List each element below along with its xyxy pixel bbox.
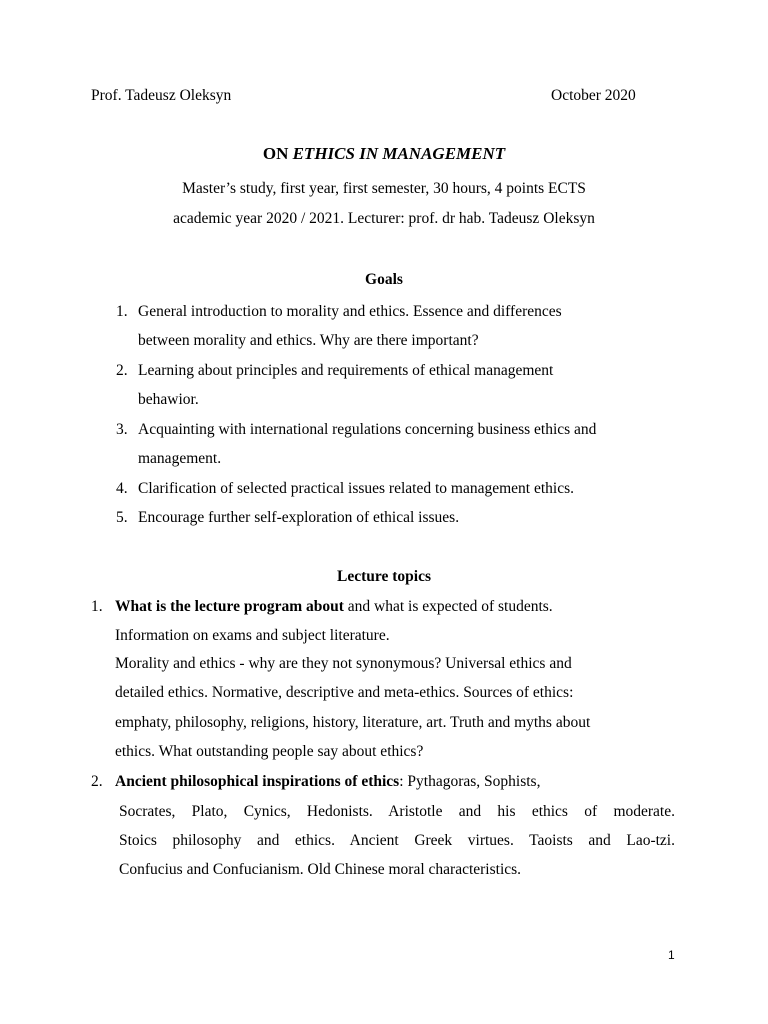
- lecture-topics-heading: Lecture topics: [337, 568, 431, 585]
- goal-text: Acquainting with international regulations concerning business ethics and: [138, 421, 597, 438]
- page-number: 1: [668, 948, 675, 962]
- goals-heading: Goals: [365, 271, 403, 288]
- lecture-text: detailed ethics. Normative, descriptive and meta-ethics. Sources of ethics:: [115, 684, 574, 701]
- author-name: Prof. Tadeusz Oleksyn: [91, 87, 232, 104]
- lecture-text: Stoics philosophy and ethics. Ancient Greek virtues. Taoists and Lao-tzi.: [119, 832, 675, 849]
- lecture-title-bold: What is the lecture program about: [115, 598, 344, 615]
- title-prefix: ON: [262, 144, 293, 163]
- goal-number: 4.: [116, 480, 128, 497]
- lecture-text: emphaty, philosophy, religions, history, literature, art. Truth and myths about: [115, 714, 591, 731]
- subtitle-line-1: Master’s study, first year, first semester, 30 hours, 4 points ECTS: [182, 180, 586, 197]
- subtitle-line-2: academic year 2020 / 2021. Lecturer: prof. dr hab. Tadeusz Oleksyn: [173, 210, 595, 227]
- lecture-text: Morality and ethics - why are they not synonymous? Universal ethics and: [115, 655, 572, 672]
- lecture-title-line: [115, 773, 540, 791]
- goal-number: 2.: [116, 362, 128, 379]
- lecture-text: Information on exams and subject literature.: [115, 627, 390, 644]
- goal-text: management.: [138, 450, 222, 467]
- lecture-title-bold: Ancient philosophical inspirations of ethics: [115, 773, 400, 790]
- goal-text: Encourage further self-exploration of ethical issues.: [138, 509, 460, 526]
- goal-text: General introduction to morality and ethics. Essence and differences: [138, 303, 562, 320]
- title-emphasis: ETHICS IN MANAGEMENT: [292, 144, 506, 163]
- document-title: [0, 144, 768, 164]
- lecture-title-rest: and what is expected of students.: [343, 598, 553, 615]
- document-date: October 2020: [551, 87, 636, 104]
- goal-number: 3.: [116, 421, 128, 438]
- lecture-text: ethics. What outstanding people say about ethics?: [115, 743, 424, 760]
- lecture-text: Confucius and Confucianism. Old Chinese moral characteristics.: [119, 861, 522, 878]
- lecture-title-rest: : Pythagoras, Sophists,: [399, 773, 541, 790]
- goal-text: behawior.: [138, 391, 199, 408]
- goal-text: Learning about principles and requirements of ethical management: [138, 362, 554, 379]
- lecture-text: Socrates, Plato, Cynics, Hedonists. Aristotle and his ethics of moderate.: [119, 803, 675, 820]
- lecture-number: 2.: [91, 773, 103, 790]
- goal-number: 5.: [116, 509, 128, 526]
- lecture-title-line: [115, 598, 553, 616]
- lecture-number: 1.: [91, 598, 103, 615]
- goal-text: between morality and ethics. Why are there important?: [138, 332, 479, 349]
- goal-number: 1.: [116, 303, 128, 320]
- goal-text: Clarification of selected practical issues related to management ethics.: [138, 480, 574, 497]
